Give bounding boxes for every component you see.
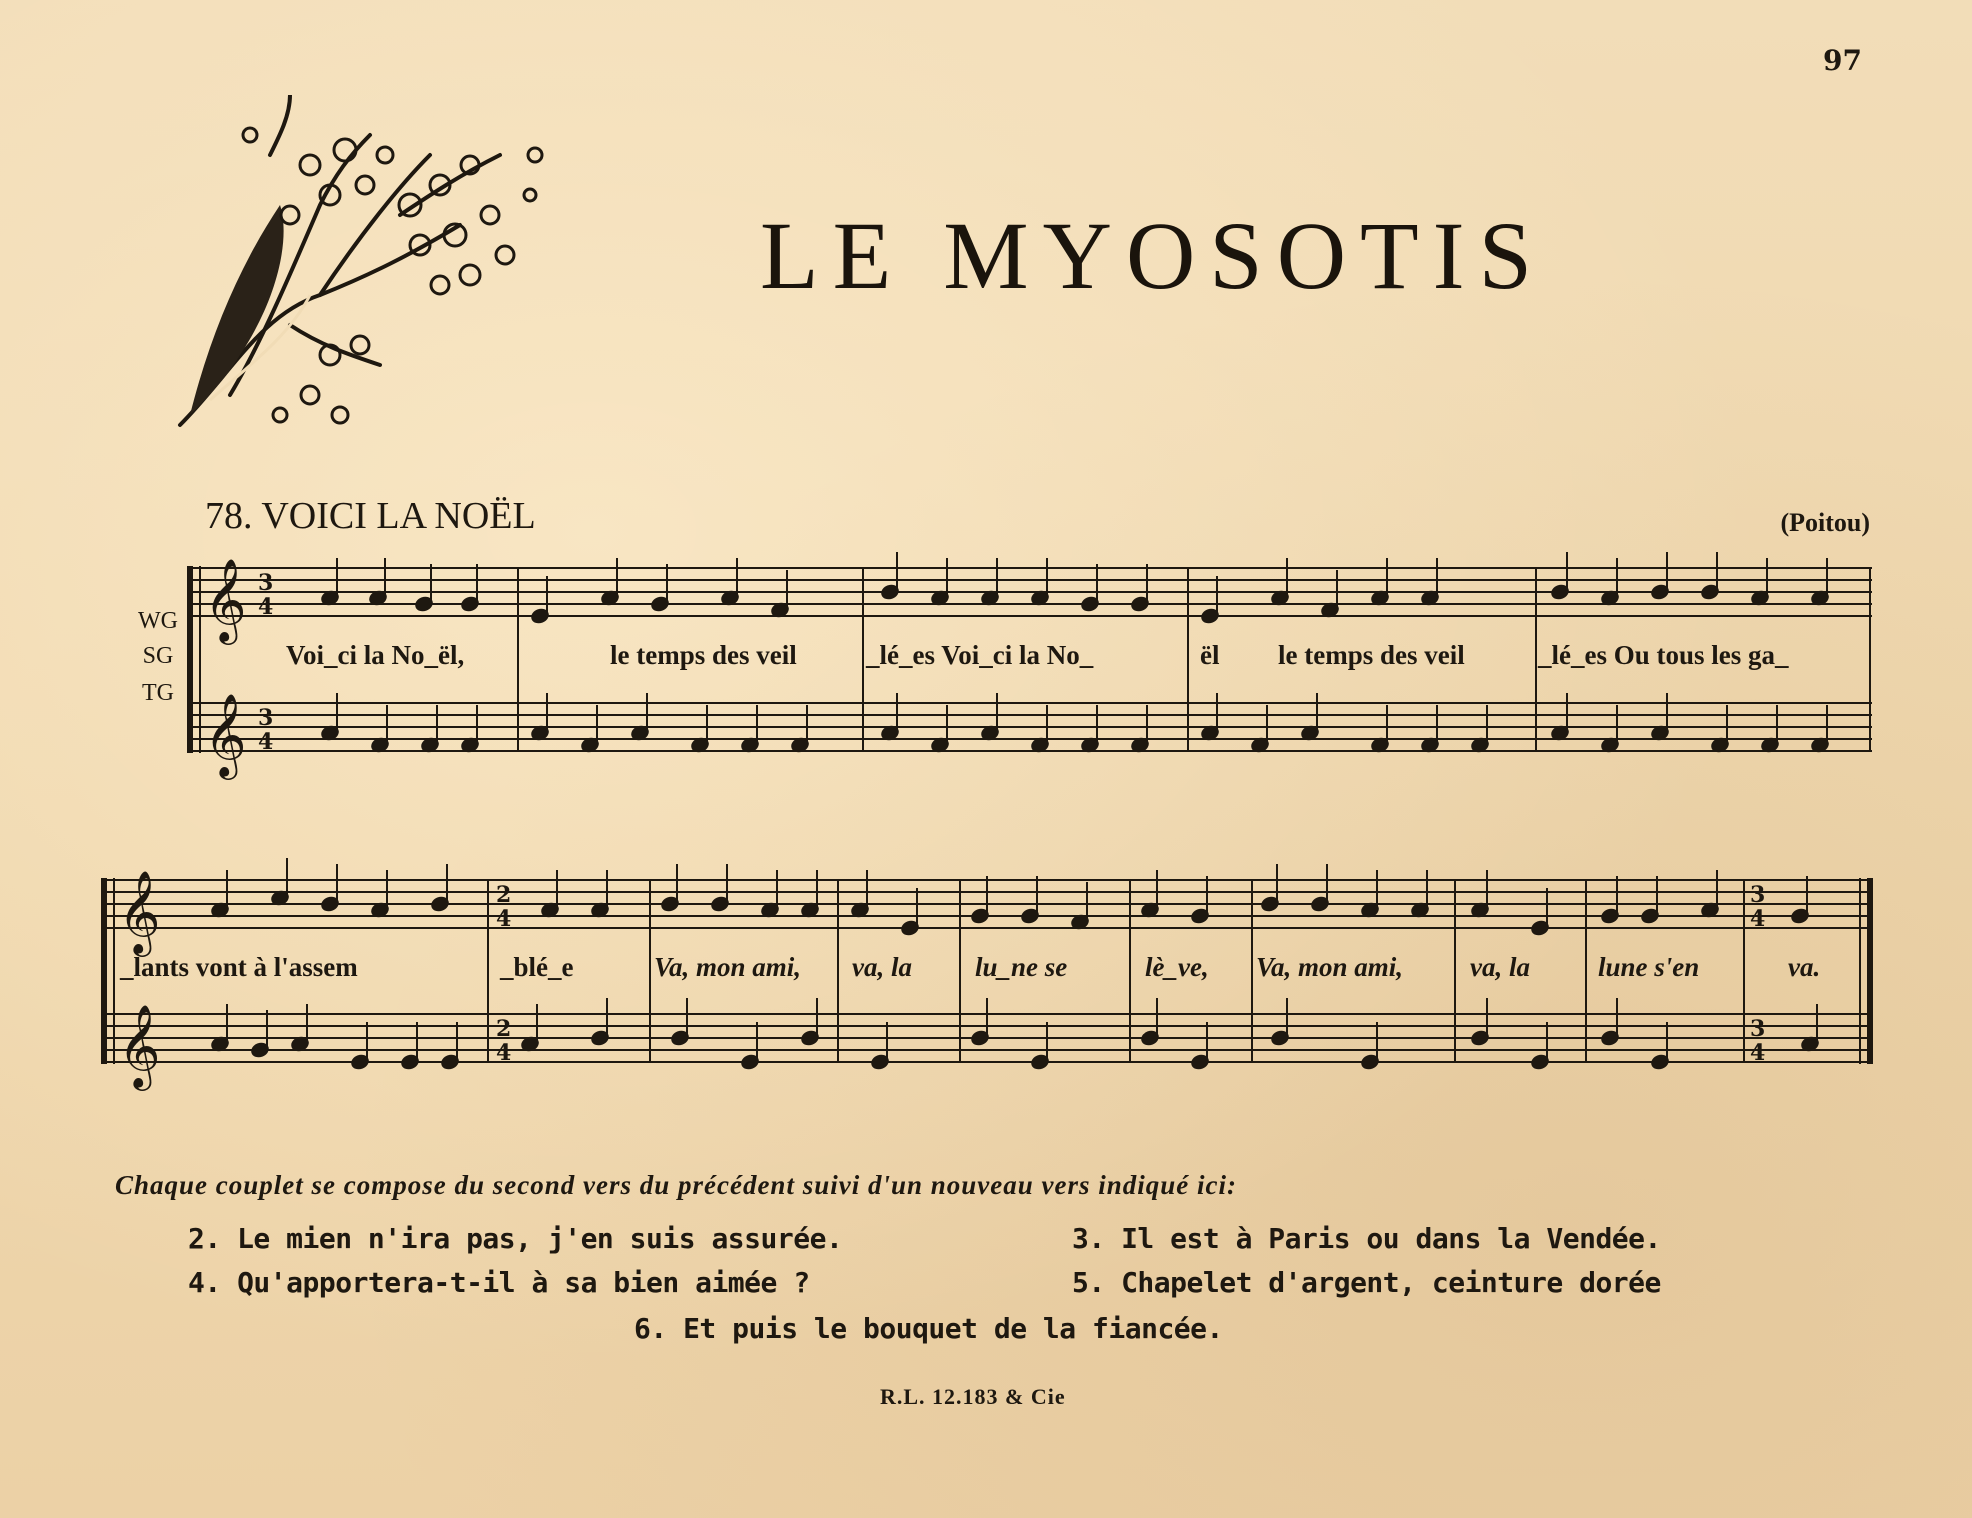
svg-text:3: 3 [1750,1016,1766,1042]
svg-text:4: 4 [496,906,512,932]
svg-text:4: 4 [1750,906,1766,932]
svg-text:4: 4 [496,1040,512,1066]
svg-text:4: 4 [258,729,274,755]
page-number: 97 [1823,44,1862,77]
lyric-line2-3: Va, mon ami, [654,952,802,982]
verse-instructions: Chaque couplet se compose du second vers du précédent suivi d'un nouveau vers indiqué ici: [115,1170,1237,1200]
voice-label-tg: TG [142,680,174,706]
lyric-line2-1: _lants vont à l'assem [120,952,358,982]
lyric-line2-6: lè_ve, [1145,952,1209,982]
staff-system1-upper [192,568,1872,616]
lyric-line1-4: ël [1200,640,1220,670]
lyric-line2-8: va, la [1470,952,1530,982]
verse-5: 5. Chapelet d'argent, ceinture dorée [1072,1266,1661,1299]
verse-6: 6. Et puis le bouquet de la fiancée. [634,1312,1223,1345]
svg-text:2: 2 [496,1016,512,1042]
voice-label-wg: WG [138,608,178,634]
lyric-line1-6: _lé_es Ou tous les ga_ [1538,640,1789,670]
page-title: LE MYOSOTIS [760,202,1547,309]
verse-4: 4. Qu'apportera-t-il à sa bien aimée ? [188,1266,810,1299]
lyric-line2-7: Va, mon ami, [1256,952,1404,982]
lyric-line2-5: lu_ne se [975,952,1068,982]
lyric-line1-3: _lé_es Voi_ci la No_ [866,640,1094,670]
svg-text:4: 4 [1750,1040,1766,1066]
song-origin: (Poitou) [1780,508,1870,537]
treble-clef-icon: 𝄞 [204,692,247,776]
svg-text:3: 3 [258,570,274,596]
verse-3: 3. Il est à Paris ou dans la Vendée. [1072,1222,1661,1255]
publisher-footer: R.L. 12.183 & Cie [880,1384,1066,1409]
lyric-line1-1: Voi_ci la No_ël, [286,640,465,670]
lyric-line2-10: va. [1788,952,1821,982]
lyric-line1-5: le temps des veil [1278,640,1465,670]
treble-clef-icon: 𝄞 [118,1003,161,1087]
svg-text:3: 3 [258,705,274,731]
lyric-line2-2: _blé_e [500,952,574,982]
treble-clef-icon: 𝄞 [204,557,247,641]
svg-text:3: 3 [1750,882,1766,908]
treble-clef-icon: 𝄞 [118,869,161,953]
lyric-line2-4: va, la [852,952,912,982]
lyric-line1-2: le temps des veil [610,640,797,670]
verse-2: 2. Le mien n'ira pas, j'en suis assurée. [188,1222,843,1255]
lyric-line2-9: lune s'en [1598,952,1700,982]
svg-text:2: 2 [496,882,512,908]
song-title: 78. VOICI LA NOËL [205,495,536,537]
voice-label-sg: SG [142,643,174,669]
svg-text:4: 4 [258,594,274,620]
